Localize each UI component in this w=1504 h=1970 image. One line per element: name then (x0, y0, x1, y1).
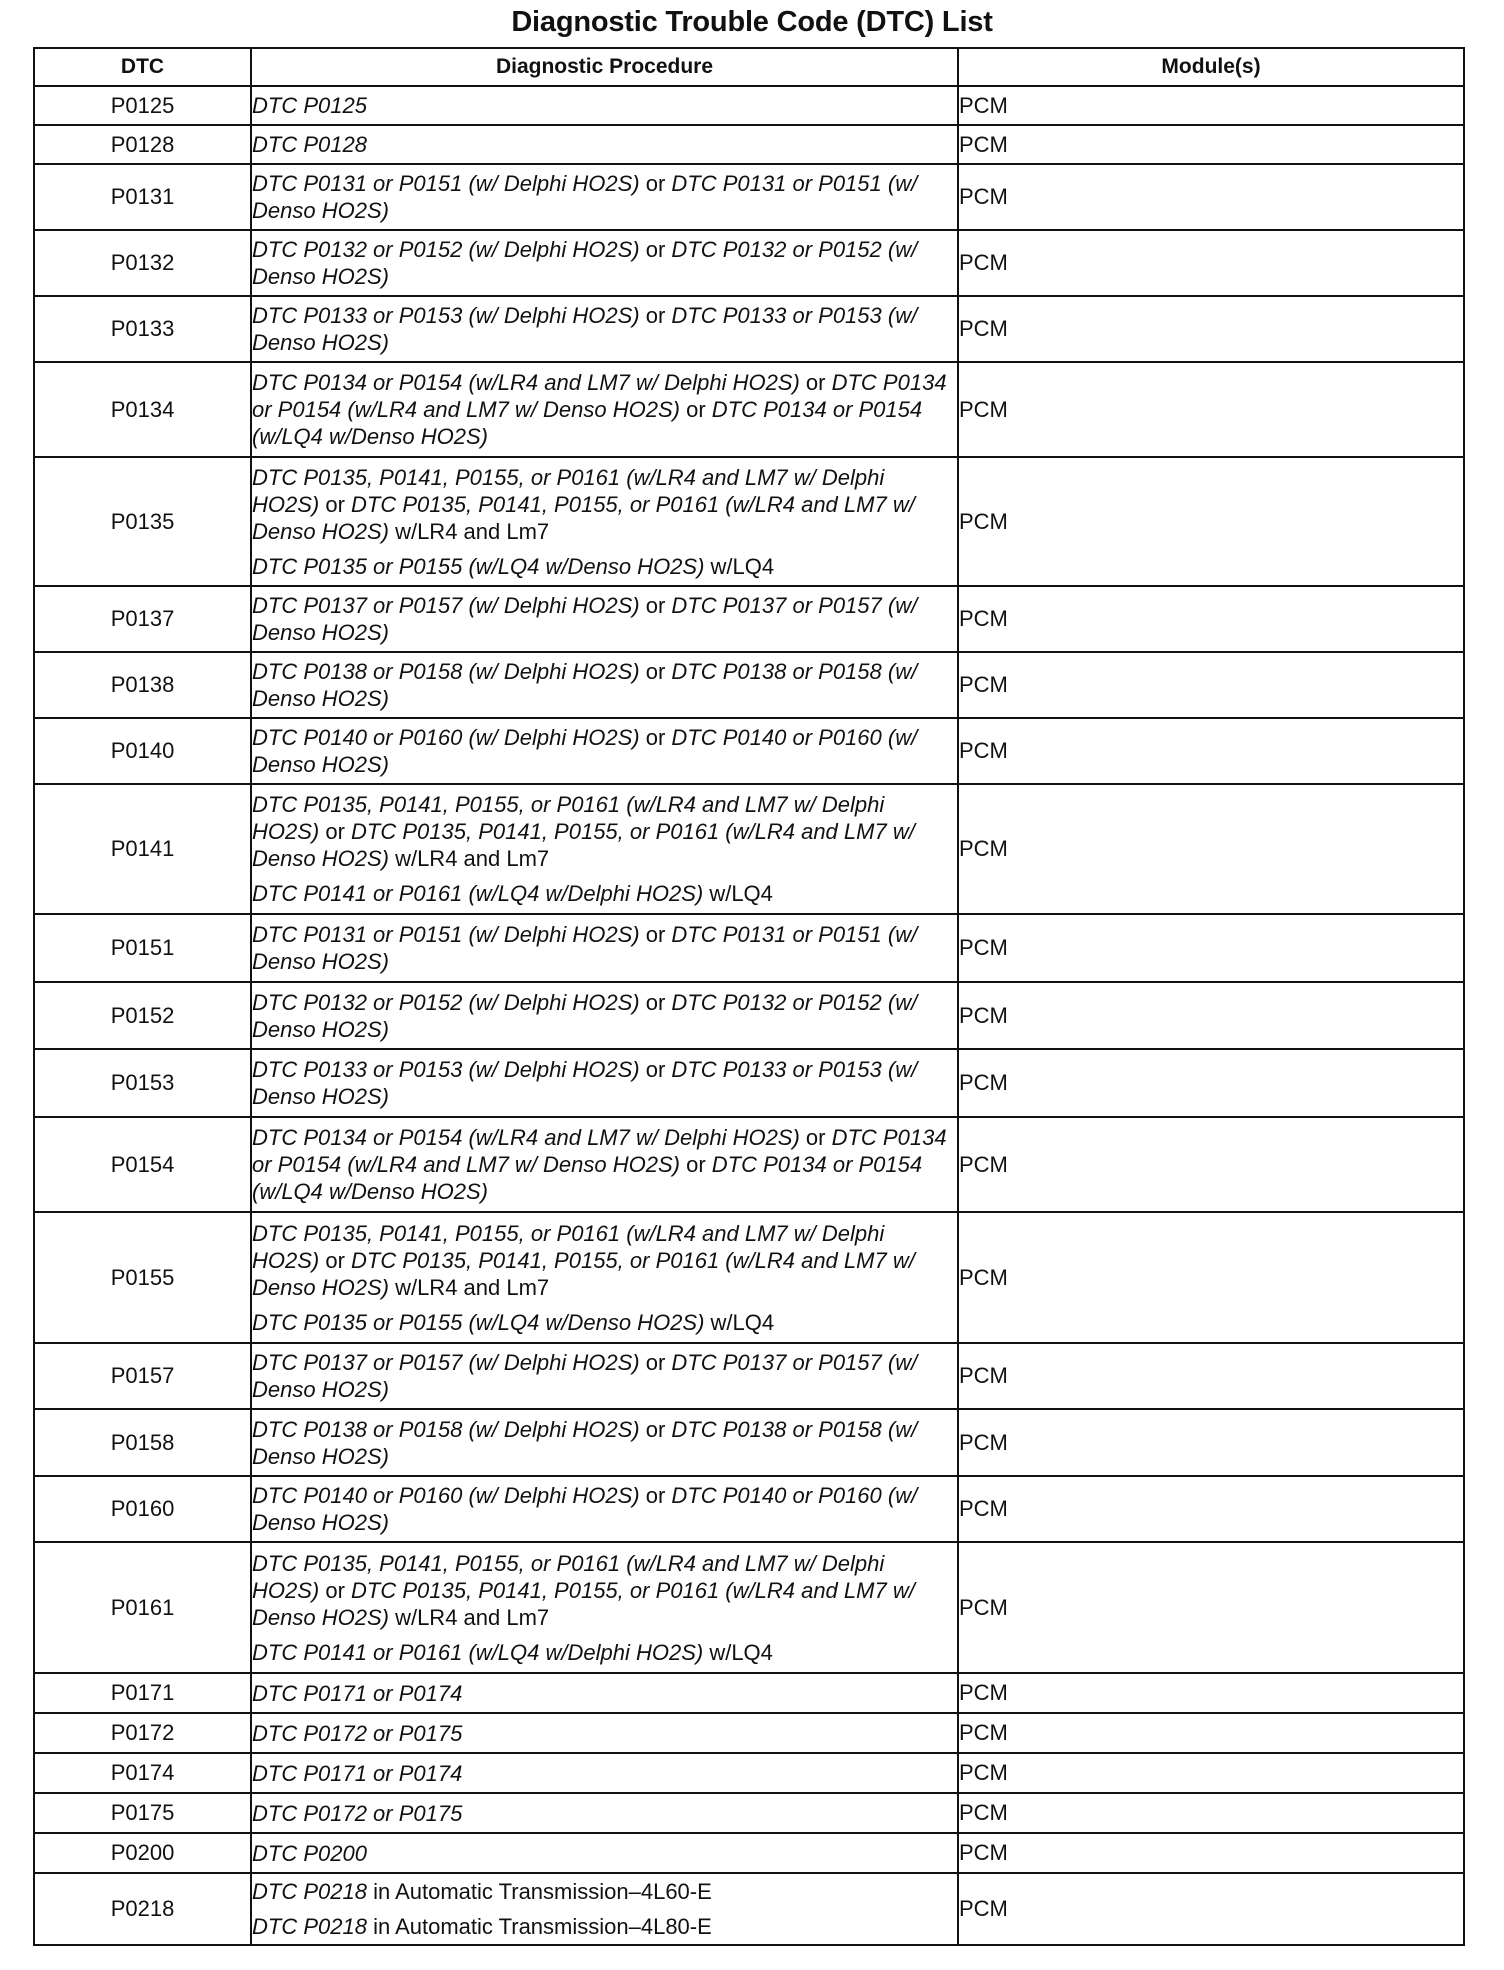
diagnostic-procedure (251, 914, 958, 982)
procedure-paragraph (252, 880, 957, 907)
procedure-paragraph (252, 92, 957, 119)
procedure-text: or (639, 725, 672, 750)
diagnostic-procedure (251, 718, 958, 784)
dtc-code: P0141 (34, 784, 251, 914)
procedure-link-text: DTC P0134 or P0154 (w/LR4 and LM7 w/ Denso HO2S) (252, 1125, 947, 1177)
page-title: Diagnostic Trouble Code (DTC) List (511, 6, 993, 38)
diagnostic-procedure (251, 1833, 958, 1873)
module-name: PCM (958, 362, 1464, 457)
diagnostic-procedure (251, 1673, 958, 1713)
dtc-code: P0161 (34, 1542, 251, 1673)
module-name: PCM (958, 784, 1464, 914)
table-row (34, 230, 1464, 296)
procedure-link-text: DTC P0125 (252, 93, 367, 118)
procedure-link-text: DTC P0135, P0141, P0155, or P0161 (w/LR4 and LM7 w/ Denso HO2S) (252, 819, 915, 871)
procedure-text: or (319, 819, 352, 844)
procedure-text: w/LR4 and Lm7 (388, 846, 550, 871)
table-row (34, 1343, 1464, 1409)
procedure-paragraph (252, 1056, 957, 1110)
procedure-link-text: DTC P0218 (252, 1879, 367, 1904)
procedure-link-text: DTC P0134 or P0154 (w/LR4 and LM7 w/ Delphi HO2S) (252, 1125, 800, 1150)
procedure-paragraph (252, 1878, 957, 1905)
procedure-paragraph (252, 302, 957, 356)
procedure-text: or (639, 922, 672, 947)
procedure-link-text: DTC P0133 or P0153 (w/ Delphi HO2S) (252, 303, 640, 328)
procedure-link-text: DTC P0137 or P0157 (w/ Delphi HO2S) (252, 1350, 640, 1375)
diagnostic-procedure (251, 586, 958, 652)
procedure-paragraph (252, 724, 957, 778)
dtc-code: P0155 (34, 1212, 251, 1343)
procedure-link-text: DTC P0138 or P0158 (w/ Delphi HO2S) (252, 659, 640, 684)
procedure-text: or (639, 989, 672, 1015)
module-name: PCM (958, 982, 1464, 1049)
diagnostic-procedure (251, 652, 958, 718)
procedure-paragraph (252, 369, 957, 450)
procedure-link-text: DTC P0132 or P0152 (w/ Denso HO2S) (252, 237, 918, 289)
module-name: PCM (958, 1793, 1464, 1833)
procedure-paragraph (252, 791, 957, 872)
module-name: PCM (958, 1476, 1464, 1542)
procedure-link-text: DTC P0171 or P0174 (252, 1760, 463, 1786)
table-row (34, 1673, 1464, 1713)
diagnostic-procedure (251, 784, 958, 914)
procedure-paragraph (252, 1913, 957, 1940)
diagnostic-procedure (251, 1542, 958, 1673)
table-row (34, 1753, 1464, 1793)
column-header-dtc: DTC (34, 48, 251, 86)
procedure-paragraph (252, 1124, 957, 1205)
table-row (34, 1212, 1464, 1343)
procedure-paragraph (252, 658, 957, 712)
procedure-text: in Automatic Transmission–4L60-E (366, 1879, 712, 1904)
procedure-paragraph (252, 592, 957, 646)
table-row (34, 784, 1464, 914)
module-name: PCM (958, 1542, 1464, 1673)
procedure-paragraph (252, 1639, 957, 1666)
table-body (34, 86, 1464, 1945)
procedure-text: w/LQ4 (703, 881, 773, 906)
module-name: PCM (958, 125, 1464, 164)
procedure-text: or (639, 593, 672, 618)
dtc-code: P0172 (34, 1713, 251, 1753)
procedure-paragraph (252, 921, 957, 975)
table-row (34, 586, 1464, 652)
module-name: PCM (958, 586, 1464, 652)
dtc-table (33, 47, 1465, 1946)
procedure-text: w/LR4 and Lm7 (388, 518, 550, 544)
dtc-code: P0157 (34, 1343, 251, 1409)
module-name: PCM (958, 914, 1464, 982)
procedure-text: w/LQ4 (704, 1309, 775, 1335)
dtc-code: P0152 (34, 982, 251, 1049)
diagnostic-procedure (251, 125, 958, 164)
module-name: PCM (958, 230, 1464, 296)
procedure-link-text: DTC P0132 or P0152 (w/ Delphi HO2S) (252, 989, 640, 1015)
procedure-text: or (639, 659, 672, 684)
module-name: PCM (958, 1873, 1464, 1945)
procedure-link-text: DTC P0135, P0141, P0155, or P0161 (w/LR4 and LM7 w/ Denso HO2S) (252, 1577, 915, 1630)
procedure-link-text: DTC P0133 or P0153 (w/ Delphi HO2S) (252, 1057, 640, 1082)
module-name: PCM (958, 1833, 1464, 1873)
diagnostic-procedure (251, 362, 958, 457)
diagnostic-procedure (251, 1343, 958, 1409)
procedure-text: or (639, 1057, 672, 1082)
procedure-paragraph (252, 1309, 957, 1336)
procedure-paragraph (252, 1349, 957, 1403)
procedure-text: or (799, 1125, 832, 1150)
procedure-link-text: DTC P0135, P0141, P0155, or P0161 (w/LR4 and LM7 w/ Denso HO2S) (252, 491, 915, 544)
dtc-code: P0137 (34, 586, 251, 652)
module-name: PCM (958, 1343, 1464, 1409)
procedure-link-text: DTC P0137 or P0157 (w/ Delphi HO2S) (252, 593, 640, 618)
procedure-text: or (639, 1416, 672, 1442)
procedure-link-text: DTC P0133 or P0153 (w/ Denso HO2S) (252, 1057, 918, 1109)
procedure-paragraph (252, 1760, 957, 1787)
procedure-link-text: DTC P0134 or P0154 (w/LR4 and LM7 w/ Denso HO2S) (252, 370, 947, 422)
procedure-text: or (639, 303, 672, 328)
table-row (34, 86, 1464, 125)
dtc-code: P0140 (34, 718, 251, 784)
dtc-code: P0151 (34, 914, 251, 982)
procedure-text: or (639, 1350, 672, 1375)
module-name: PCM (958, 296, 1464, 362)
module-name: PCM (958, 1117, 1464, 1212)
procedure-link-text: DTC P0135 or P0155 (w/LQ4 w/Denso HO2S) (252, 1309, 705, 1335)
diagnostic-procedure (251, 1212, 958, 1343)
procedure-paragraph (252, 1800, 957, 1827)
diagnostic-procedure (251, 164, 958, 230)
dtc-code: P0132 (34, 230, 251, 296)
dtc-code: P0128 (34, 125, 251, 164)
table-row (34, 1793, 1464, 1833)
procedure-text: w/LR4 and Lm7 (388, 1604, 550, 1630)
diagnostic-procedure (251, 230, 958, 296)
procedure-link-text: DTC P0128 (252, 132, 367, 157)
procedure-text: w/LR4 and Lm7 (388, 1274, 550, 1300)
procedure-text: or (679, 1152, 712, 1177)
dtc-code: P0133 (34, 296, 251, 362)
procedure-link-text: DTC P0131 or P0151 (w/ Delphi HO2S) (252, 922, 640, 947)
procedure-link-text: DTC P0131 or P0151 (w/ Denso HO2S) (252, 922, 918, 974)
procedure-text: or (319, 491, 352, 517)
table-row (34, 362, 1464, 457)
procedure-link-text: DTC P0141 or P0161 (w/LQ4 w/Delphi HO2S) (252, 881, 704, 906)
module-name: PCM (958, 1212, 1464, 1343)
module-name: PCM (958, 1409, 1464, 1476)
procedure-link-text: DTC P0133 or P0153 (w/ Denso HO2S) (252, 303, 918, 355)
dtc-code: P0200 (34, 1833, 251, 1873)
procedure-link-text: DTC P0131 or P0151 (w/ Denso HO2S) (252, 171, 918, 223)
module-name: PCM (958, 164, 1464, 230)
dtc-code: P0134 (34, 362, 251, 457)
dtc-code: P0125 (34, 86, 251, 125)
procedure-paragraph (252, 236, 957, 290)
procedure-link-text: DTC P0134 or P0154 (w/LQ4 w/Denso HO2S) (252, 397, 923, 449)
table-row (34, 125, 1464, 164)
module-name: PCM (958, 86, 1464, 125)
dtc-code: P0218 (34, 1873, 251, 1945)
dtc-code: P0160 (34, 1476, 251, 1542)
procedure-link-text: DTC P0138 or P0158 (w/ Denso HO2S) (252, 1416, 918, 1469)
procedure-paragraph (252, 464, 957, 545)
procedure-link-text: DTC P0134 or P0154 (w/LQ4 w/Denso HO2S) (252, 1152, 923, 1204)
procedure-text: or (639, 1483, 672, 1508)
procedure-link-text: DTC P0200 (252, 1840, 367, 1866)
dtc-code: P0153 (34, 1049, 251, 1117)
table-row (34, 718, 1464, 784)
diagnostic-procedure (251, 1753, 958, 1793)
procedure-link-text: DTC P0140 or P0160 (w/ Denso HO2S) (252, 1483, 918, 1535)
diagnostic-procedure (251, 982, 958, 1049)
diagnostic-procedure (251, 296, 958, 362)
table-row (34, 1713, 1464, 1753)
procedure-text: or (639, 237, 672, 262)
dtc-code: P0135 (34, 457, 251, 586)
table-row (34, 914, 1464, 982)
procedure-paragraph (252, 131, 957, 158)
procedure-link-text: DTC P0137 or P0157 (w/ Denso HO2S) (252, 1350, 918, 1402)
procedure-paragraph (252, 553, 957, 580)
module-name: PCM (958, 1673, 1464, 1713)
procedure-link-text: DTC P0135, P0141, P0155, or P0161 (w/LR4 and LM7 w/ Delphi HO2S) (252, 464, 885, 517)
module-name: PCM (958, 1049, 1464, 1117)
procedure-text: w/LQ4 (703, 1639, 773, 1665)
procedure-text: or (799, 370, 832, 395)
dtc-code: P0175 (34, 1793, 251, 1833)
procedure-link-text: DTC P0135, P0141, P0155, or P0161 (w/LR4 and LM7 w/ Delphi HO2S) (252, 1550, 885, 1603)
procedure-link-text: DTC P0172 or P0175 (252, 1720, 463, 1746)
procedure-link-text: DTC P0135, P0141, P0155, or P0161 (w/LR4 and LM7 w/ Denso HO2S) (252, 1247, 915, 1300)
procedure-link-text: DTC P0138 or P0158 (w/ Delphi HO2S) (252, 1416, 640, 1442)
procedure-link-text: DTC P0131 or P0151 (w/ Delphi HO2S) (252, 171, 640, 196)
procedure-text: in Automatic Transmission–4L80-E (366, 1914, 712, 1939)
table-row (34, 1833, 1464, 1873)
table-row (34, 652, 1464, 718)
procedure-link-text: DTC P0135, P0141, P0155, or P0161 (w/LR4 and LM7 w/ Delphi HO2S) (252, 1220, 885, 1273)
procedure-link-text: DTC P0132 or P0152 (w/ Denso HO2S) (252, 989, 918, 1042)
procedure-link-text: DTC P0135, P0141, P0155, or P0161 (w/LR4 and LM7 w/ Delphi HO2S) (252, 792, 885, 844)
module-name: PCM (958, 652, 1464, 718)
procedure-text: w/LQ4 (704, 553, 775, 579)
procedure-link-text: DTC P0135 or P0155 (w/LQ4 w/Denso HO2S) (252, 553, 705, 579)
procedure-paragraph (252, 170, 957, 224)
procedure-paragraph (252, 1220, 957, 1301)
table-row (34, 1476, 1464, 1542)
module-name: PCM (958, 1713, 1464, 1753)
table-row (34, 296, 1464, 362)
procedure-paragraph (252, 989, 957, 1043)
procedure-text: or (319, 1247, 352, 1273)
module-name: PCM (958, 457, 1464, 586)
procedure-link-text: DTC P0132 or P0152 (w/ Delphi HO2S) (252, 237, 640, 262)
table-row (34, 1117, 1464, 1212)
procedure-link-text: DTC P0172 or P0175 (252, 1800, 463, 1826)
procedure-paragraph (252, 1482, 957, 1536)
procedure-link-text: DTC P0134 or P0154 (w/LR4 and LM7 w/ Delphi HO2S) (252, 370, 800, 395)
dtc-code: P0138 (34, 652, 251, 718)
diagnostic-procedure (251, 1117, 958, 1212)
procedure-paragraph (252, 1550, 957, 1631)
table-row (34, 982, 1464, 1049)
diagnostic-procedure (251, 1793, 958, 1833)
diagnostic-procedure (251, 1713, 958, 1753)
table-row (34, 1409, 1464, 1476)
column-header-modules: Module(s) (958, 48, 1464, 86)
diagnostic-procedure (251, 1409, 958, 1476)
procedure-text: or (679, 397, 712, 422)
dtc-code: P0171 (34, 1673, 251, 1713)
table-row (34, 164, 1464, 230)
module-name: PCM (958, 718, 1464, 784)
dtc-code: P0131 (34, 164, 251, 230)
table-header-row (34, 48, 1464, 86)
procedure-link-text: DTC P0140 or P0160 (w/ Delphi HO2S) (252, 1483, 640, 1508)
diagnostic-procedure (251, 457, 958, 586)
table-row (34, 1873, 1464, 1945)
table-row (34, 1542, 1464, 1673)
procedure-text: or (319, 1577, 352, 1603)
procedure-link-text: DTC P0141 or P0161 (w/LQ4 w/Delphi HO2S) (252, 1639, 704, 1665)
procedure-paragraph (252, 1840, 957, 1867)
procedure-link-text: DTC P0218 (252, 1914, 367, 1939)
column-header-procedure: Diagnostic Procedure (251, 48, 958, 86)
dtc-code: P0174 (34, 1753, 251, 1793)
procedure-paragraph (252, 1680, 957, 1707)
dtc-code: P0158 (34, 1409, 251, 1476)
table-row (34, 1049, 1464, 1117)
procedure-link-text: DTC P0140 or P0160 (w/ Delphi HO2S) (252, 725, 640, 750)
procedure-text: or (639, 171, 672, 196)
module-name: PCM (958, 1753, 1464, 1793)
table-row (34, 457, 1464, 586)
procedure-link-text: DTC P0171 or P0174 (252, 1680, 463, 1706)
procedure-link-text: DTC P0140 or P0160 (w/ Denso HO2S) (252, 725, 918, 777)
dtc-code: P0154 (34, 1117, 251, 1212)
procedure-paragraph (252, 1720, 957, 1747)
diagnostic-procedure (251, 1049, 958, 1117)
diagnostic-procedure (251, 1873, 958, 1945)
procedure-link-text: DTC P0137 or P0157 (w/ Denso HO2S) (252, 593, 918, 645)
procedure-link-text: DTC P0138 or P0158 (w/ Denso HO2S) (252, 659, 918, 711)
diagnostic-procedure (251, 86, 958, 125)
procedure-paragraph (252, 1416, 957, 1470)
diagnostic-procedure (251, 1476, 958, 1542)
